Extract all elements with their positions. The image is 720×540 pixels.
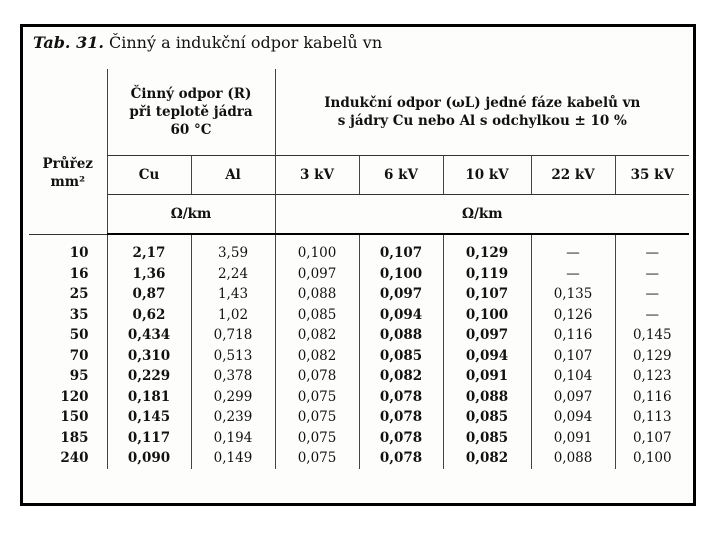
cell-al: 0,299 bbox=[191, 387, 275, 408]
cell-35kv: 0,129 bbox=[615, 346, 689, 367]
resistance-header-line1: Činný odpor (R) bbox=[130, 85, 252, 102]
cell-6kv: 0,078 bbox=[359, 407, 443, 428]
cell-22kv: 0,088 bbox=[531, 448, 615, 469]
cell-22kv: 0,107 bbox=[531, 346, 615, 367]
table-frame bbox=[20, 24, 696, 506]
cell-prurez: 150 bbox=[60, 409, 89, 426]
cell-35kv: 0,113 bbox=[615, 407, 689, 428]
cell-cu: 0,229 bbox=[107, 366, 191, 387]
cable-resistance-table bbox=[29, 69, 689, 469]
cell-10kv: 0,085 bbox=[443, 428, 531, 449]
cell-6kv: 0,097 bbox=[359, 284, 443, 305]
resistance-header-line2: při teplotě jádra bbox=[129, 103, 253, 120]
cell-cu: 0,117 bbox=[107, 428, 191, 449]
table-row bbox=[29, 407, 689, 428]
prurez-header bbox=[29, 69, 107, 234]
cell-al: 1,43 bbox=[191, 284, 275, 305]
cell-22kv: — bbox=[531, 264, 615, 285]
cell-35kv: — bbox=[615, 284, 689, 305]
caption-number: Tab. 31. bbox=[33, 33, 104, 52]
cell-al: 2,24 bbox=[191, 264, 275, 285]
table-row bbox=[29, 305, 689, 326]
cell-10kv: 0,094 bbox=[443, 346, 531, 367]
cell-6kv: 0,078 bbox=[359, 387, 443, 408]
table-row bbox=[29, 325, 689, 346]
cell-3kv: 0,075 bbox=[275, 428, 359, 449]
cell-35kv: — bbox=[615, 305, 689, 326]
table-row bbox=[29, 234, 689, 264]
cell-prurez: 16 bbox=[69, 265, 89, 282]
col-header-3kv: 3 kV bbox=[275, 156, 359, 195]
cell-6kv: 0,078 bbox=[359, 448, 443, 469]
cell-6kv: 0,088 bbox=[359, 325, 443, 346]
cell-10kv: 0,088 bbox=[443, 387, 531, 408]
cell-35kv: 0,145 bbox=[615, 325, 689, 346]
cell-10kv: 0,119 bbox=[443, 264, 531, 285]
inductive-header-line2: s jádry Cu nebo Al s odchylkou ± 10 % bbox=[337, 113, 627, 129]
col-header-al: Al bbox=[191, 156, 275, 195]
prurez-unit: mm² bbox=[50, 173, 85, 190]
table-body bbox=[29, 234, 689, 469]
cell-22kv: 0,097 bbox=[531, 387, 615, 408]
table-caption bbox=[33, 33, 382, 52]
cell-10kv: 0,082 bbox=[443, 448, 531, 469]
cell-cu: 2,17 bbox=[107, 234, 191, 264]
cell-22kv: 0,116 bbox=[531, 325, 615, 346]
inductive-header-line1: Indukční odpor (ωL) jedné fáze kabelů vn bbox=[324, 94, 641, 111]
cell-22kv: 0,091 bbox=[531, 428, 615, 449]
cell-cu: 0,62 bbox=[107, 305, 191, 326]
cell-6kv: 0,094 bbox=[359, 305, 443, 326]
cell-al: 0,513 bbox=[191, 346, 275, 367]
cell-3kv: 0,075 bbox=[275, 448, 359, 469]
cell-3kv: 0,078 bbox=[275, 366, 359, 387]
cell-35kv: 0,107 bbox=[615, 428, 689, 449]
cell-prurez: 120 bbox=[60, 388, 89, 405]
cell-10kv: 0,097 bbox=[443, 325, 531, 346]
table-row bbox=[29, 284, 689, 305]
table-row bbox=[29, 448, 689, 469]
cell-al: 1,02 bbox=[191, 305, 275, 326]
cell-prurez: 240 bbox=[60, 450, 89, 467]
cell-6kv: 0,082 bbox=[359, 366, 443, 387]
cell-6kv: 0,078 bbox=[359, 428, 443, 449]
cell-cu: 0,145 bbox=[107, 407, 191, 428]
col-header-cu: Cu bbox=[107, 156, 191, 195]
unit-left: Ω/km bbox=[107, 195, 275, 235]
cell-6kv: 0,100 bbox=[359, 264, 443, 285]
col-header-35kv: 35 kV bbox=[615, 156, 689, 195]
table-row bbox=[29, 366, 689, 387]
cell-3kv: 0,100 bbox=[275, 234, 359, 264]
cell-22kv: — bbox=[531, 234, 615, 264]
cell-10kv: 0,085 bbox=[443, 407, 531, 428]
caption-title: Činný a indukční odpor kabelů vn bbox=[109, 33, 383, 52]
cell-al: 0,378 bbox=[191, 366, 275, 387]
cell-35kv: 0,100 bbox=[615, 448, 689, 469]
cell-3kv: 0,088 bbox=[275, 284, 359, 305]
unit-right: Ω/km bbox=[275, 195, 689, 235]
cell-35kv: 0,123 bbox=[615, 366, 689, 387]
col-header-10kv: 10 kV bbox=[443, 156, 531, 195]
cell-cu: 0,090 bbox=[107, 448, 191, 469]
cell-10kv: 0,129 bbox=[443, 234, 531, 264]
cell-3kv: 0,075 bbox=[275, 387, 359, 408]
cell-cu: 0,310 bbox=[107, 346, 191, 367]
cell-cu: 1,36 bbox=[107, 264, 191, 285]
cell-cu: 0,87 bbox=[107, 284, 191, 305]
cell-35kv: 0,116 bbox=[615, 387, 689, 408]
inductive-group-header bbox=[275, 69, 689, 156]
cell-3kv: 0,082 bbox=[275, 325, 359, 346]
cell-22kv: 0,094 bbox=[531, 407, 615, 428]
cell-3kv: 0,085 bbox=[275, 305, 359, 326]
cell-al: 0,239 bbox=[191, 407, 275, 428]
col-header-22kv: 22 kV bbox=[531, 156, 615, 195]
table-row bbox=[29, 264, 689, 285]
cell-prurez: 95 bbox=[69, 368, 89, 385]
cell-22kv: 0,104 bbox=[531, 366, 615, 387]
cell-prurez: 70 bbox=[69, 347, 89, 364]
cell-3kv: 0,082 bbox=[275, 346, 359, 367]
cell-10kv: 0,091 bbox=[443, 366, 531, 387]
cell-al: 0,149 bbox=[191, 448, 275, 469]
cell-10kv: 0,107 bbox=[443, 284, 531, 305]
prurez-label: Průřez bbox=[42, 156, 93, 173]
cell-prurez: 185 bbox=[60, 429, 89, 446]
cell-22kv: 0,126 bbox=[531, 305, 615, 326]
cell-6kv: 0,085 bbox=[359, 346, 443, 367]
cell-al: 0,718 bbox=[191, 325, 275, 346]
table-row bbox=[29, 428, 689, 449]
cell-22kv: 0,135 bbox=[531, 284, 615, 305]
resistance-header-line3: 60 °C bbox=[170, 122, 212, 139]
col-header-6kv: 6 kV bbox=[359, 156, 443, 195]
cell-10kv: 0,100 bbox=[443, 305, 531, 326]
cell-35kv: — bbox=[615, 264, 689, 285]
resistance-group-header bbox=[107, 69, 275, 156]
cell-3kv: 0,097 bbox=[275, 264, 359, 285]
cell-prurez: 50 bbox=[69, 327, 89, 344]
table-row bbox=[29, 346, 689, 367]
cell-cu: 0,181 bbox=[107, 387, 191, 408]
cell-cu: 0,434 bbox=[107, 325, 191, 346]
cell-3kv: 0,075 bbox=[275, 407, 359, 428]
cell-35kv: — bbox=[615, 234, 689, 264]
cell-al: 3,59 bbox=[191, 234, 275, 264]
cell-al: 0,194 bbox=[191, 428, 275, 449]
cell-prurez: 10 bbox=[69, 245, 89, 261]
table-row bbox=[29, 387, 689, 408]
cell-prurez: 35 bbox=[69, 306, 89, 323]
cell-6kv: 0,107 bbox=[359, 234, 443, 264]
cell-prurez: 25 bbox=[69, 286, 89, 303]
